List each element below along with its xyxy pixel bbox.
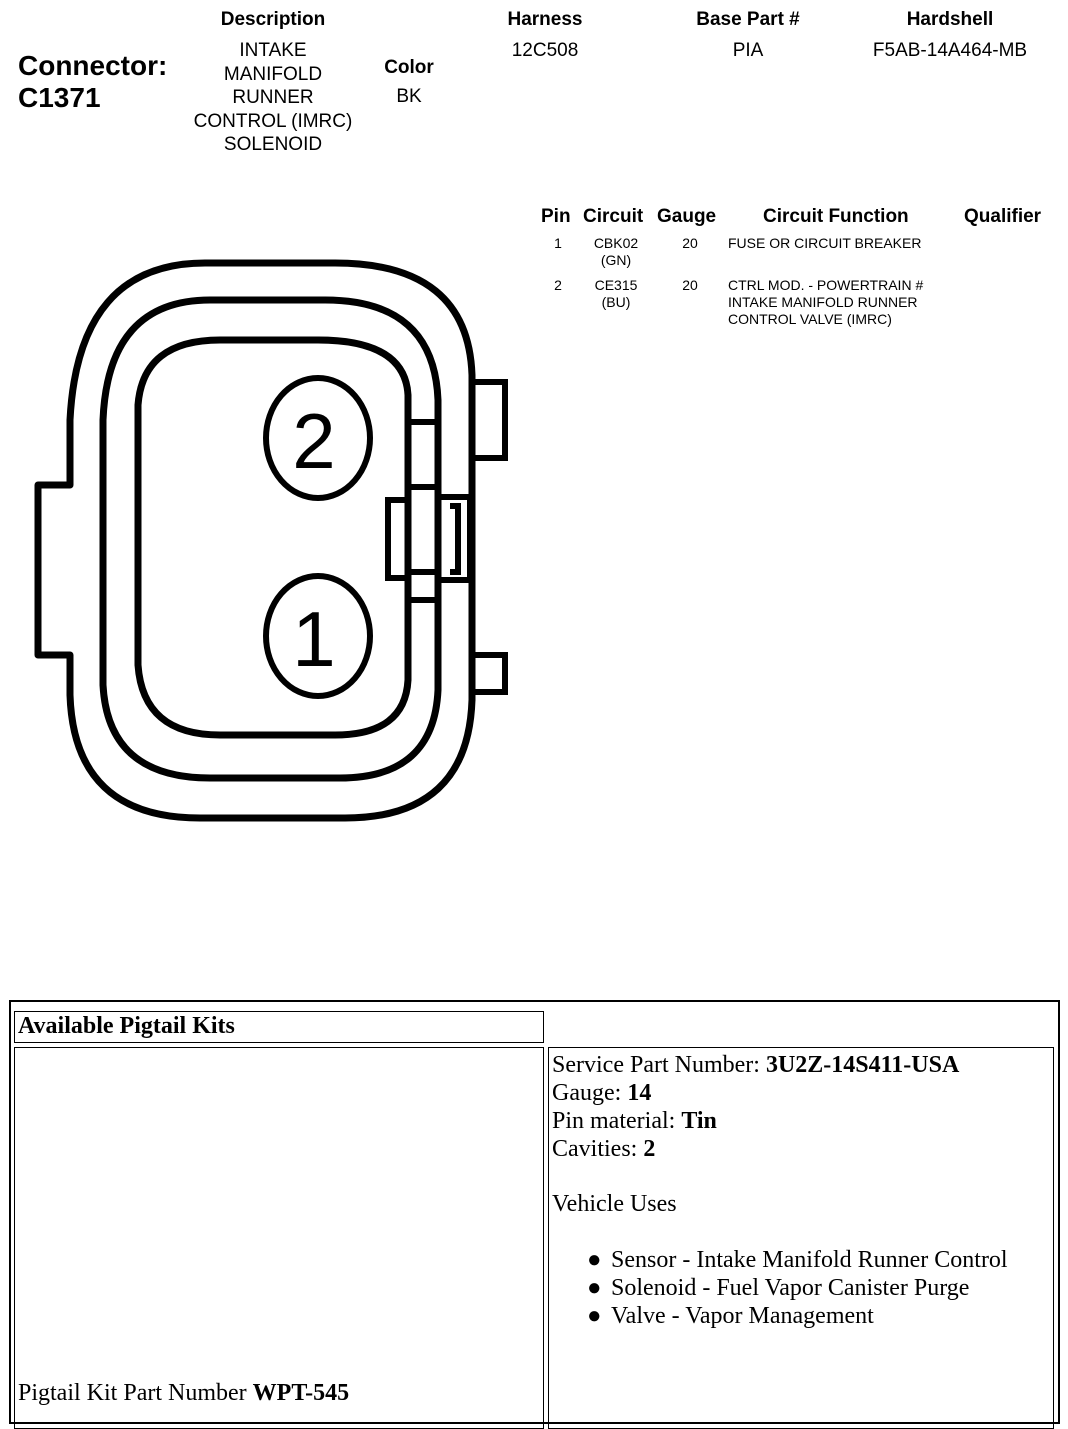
color-value: BK bbox=[396, 86, 422, 107]
circuit-cell bbox=[580, 235, 652, 269]
circuit-code: CE315 bbox=[594, 277, 638, 293]
kit-part-value: WPT-545 bbox=[252, 1380, 350, 1406]
circuit-color: (BU) bbox=[601, 294, 631, 310]
pin-1-label: 1 bbox=[292, 595, 336, 683]
cavities-row bbox=[552, 1135, 959, 1163]
vehicle-use-text: Valve - Vapor Management bbox=[611, 1303, 874, 1329]
description-line: MANIFOLD bbox=[223, 63, 323, 85]
cavities-value: 2 bbox=[643, 1136, 656, 1162]
description-line: CONTROL (IMRC) bbox=[193, 110, 353, 132]
base-part-value: PIA bbox=[732, 40, 764, 61]
gauge-cell: 20 bbox=[682, 277, 698, 293]
gauge-label: Gauge: bbox=[552, 1080, 628, 1106]
color-header: Color bbox=[384, 57, 434, 78]
service-part-row bbox=[552, 1051, 959, 1079]
pin-material-label: Pin material: bbox=[552, 1108, 682, 1134]
function-cell bbox=[728, 277, 923, 328]
service-part-label: Service Part Number: bbox=[552, 1052, 766, 1078]
connector-face-diagram bbox=[0, 240, 540, 840]
gauge-row bbox=[552, 1079, 959, 1107]
function-col-header: Circuit Function bbox=[763, 206, 909, 227]
connector-cavity bbox=[138, 340, 408, 735]
description-line: RUNNER bbox=[232, 87, 314, 108]
bullet-icon: ● bbox=[587, 1247, 602, 1273]
vehicle-use-item bbox=[549, 1246, 1008, 1274]
connector-heading bbox=[18, 50, 167, 114]
vehicle-use-text: Sensor - Intake Manifold Runner Control bbox=[611, 1247, 1008, 1273]
function-line: FUSE OR CIRCUIT BREAKER bbox=[728, 235, 922, 251]
function-cell bbox=[728, 235, 921, 252]
harness-value: 12C508 bbox=[511, 40, 579, 61]
pigtail-details bbox=[552, 1051, 959, 1247]
gauge-col-header: Gauge bbox=[657, 206, 717, 227]
gauge-cell: 20 bbox=[682, 235, 698, 251]
description-line: INTAKE bbox=[239, 40, 307, 61]
pigtail-kit-part bbox=[18, 1379, 349, 1407]
description-value bbox=[163, 39, 383, 157]
description-header: Description bbox=[220, 9, 326, 30]
pigtail-details-box bbox=[548, 1047, 1054, 1429]
hardshell-header: Hardshell bbox=[906, 9, 994, 30]
gauge-value: 14 bbox=[627, 1080, 652, 1106]
pin-number: 1 bbox=[554, 235, 562, 251]
pin-material-value: Tin bbox=[681, 1108, 717, 1134]
pigtail-title-box bbox=[14, 1011, 544, 1043]
bullet-icon: ● bbox=[587, 1275, 602, 1301]
lock-tab-bottom bbox=[472, 655, 505, 692]
description-line: SOLENOID bbox=[223, 134, 323, 155]
pin-col-header: Pin bbox=[541, 206, 571, 227]
pin-material-row bbox=[552, 1107, 959, 1135]
pigtail-title: Available Pigtail Kits bbox=[18, 1013, 235, 1039]
kit-part-label: Pigtail Kit Part Number bbox=[18, 1380, 253, 1406]
lock-tab-top bbox=[472, 382, 505, 458]
vehicle-uses-list bbox=[549, 1246, 1008, 1330]
vehicle-uses-label: Vehicle Uses bbox=[552, 1191, 677, 1217]
circuit-color: (GN) bbox=[600, 252, 632, 268]
base-part-header: Base Part # bbox=[696, 9, 800, 30]
vehicle-use-item bbox=[549, 1274, 1008, 1302]
connector-id: C1371 bbox=[18, 82, 101, 113]
circuit-cell bbox=[580, 277, 652, 311]
service-part-value: 3U2Z-14S411-USA bbox=[765, 1052, 960, 1078]
connector-label: Connector: bbox=[18, 50, 168, 81]
qualifier-col-header: Qualifier bbox=[964, 206, 1042, 227]
hardshell-value: F5AB-14A464-MB bbox=[872, 40, 1028, 61]
bullet-icon: ● bbox=[587, 1303, 602, 1329]
circuit-code: CBK02 bbox=[593, 235, 639, 251]
pigtail-image-box bbox=[14, 1047, 544, 1429]
function-line: CTRL MOD. - POWERTRAIN # bbox=[728, 277, 924, 293]
pin-number: 2 bbox=[554, 277, 562, 293]
cavities-label: Cavities: bbox=[552, 1136, 644, 1162]
function-line: CONTROL VALVE (IMRC) bbox=[728, 311, 892, 327]
vehicle-use-text: Solenoid - Fuel Vapor Canister Purge bbox=[611, 1275, 970, 1301]
harness-header: Harness bbox=[507, 9, 583, 30]
vehicle-use-item bbox=[549, 1302, 1008, 1330]
pin-2-label: 2 bbox=[292, 397, 336, 485]
function-line: INTAKE MANIFOLD RUNNER bbox=[728, 294, 918, 310]
circuit-col-header: Circuit bbox=[583, 206, 644, 227]
